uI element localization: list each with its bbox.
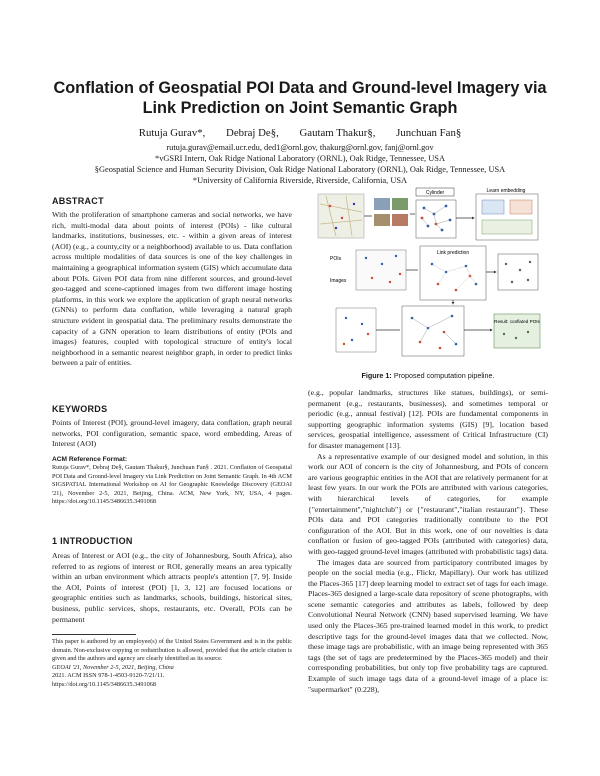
introduction-section (52, 536, 292, 625)
abstract-section (52, 196, 292, 369)
reference-format-heading: ACM Reference Format: (52, 456, 128, 463)
author-3: Gautam Thakur§, (299, 127, 376, 139)
map-thumbnail-1 (318, 194, 364, 238)
author-emails: rutuja.gurav@email.ucr.edu, ded1@ornl.gov, thakurg@ornl.gov, fanj@ornl.gov (166, 143, 434, 152)
image-tile (374, 214, 390, 226)
figure-label-5: Link prediction (436, 250, 470, 256)
introduction-heading: 1 INTRODUCTION (52, 536, 133, 546)
affiliation-1: *vGSRI Intern, Oak Ridge National Laboratory (ORNL), Oak Ridge, Tennessee, USA (155, 154, 445, 163)
figure-label-4: Images (330, 278, 347, 284)
author-list (0, 127, 600, 139)
footnote (52, 638, 292, 690)
reference-format-text: Rutuja Gurav*, Debraj De§, Gautam Thakur§, Junchuan Fan§ . 2021. Conflation of Geospatial POI Data and Ground-level Imagery via Link Prediction on Joint Semantic Graph. In 4th ACM SIGSPATIAL International Workshop on AI for Geographic Knowledge Discovery (GEOAI '21), November 2-5, 2021, Beijing, China. ACM, New York, NY, USA, 4 pages. https://doi.org/10.1145/3486635.3491068 (52, 464, 292, 506)
author-1: Rutuja Gurav*, (138, 127, 206, 139)
footnote-venue: GEOAI '21, November 2-5, 2021, Beijing, China (52, 663, 174, 671)
abstract-heading: ABSTRACT (52, 196, 104, 206)
footnote-copyright: 2021. ACM ISSN 978-1-4503-9120-7/21/11. (52, 672, 165, 680)
affiliation-2: §Geospatial Science and Human Security Division, Oak Ridge National Laboratory (ORNL), Oak Ridge, Tennessee, USA (94, 165, 506, 174)
figure-label-2: Learn embedding (486, 188, 526, 194)
paragraph-aoi-example: As a representative example of our designed model and solution, in this work our AOI of concern is the city of Johannesburg, and POIs of concern are various geographic entities in the AOI that are relatively permanent for at least few years. In our work the POIs are attributed with various categories, with hierarchical levels of categories, for example {"entertainment","nightclub"} or {"restaurant","italian restaurant"}. These POIs data and POI categories traditionally contribute to the POI configuration of the AOI. But in this work, one of our novelties is data conflation or fusion of geo-tagged POIs (attributed with categories) data, with geo-tagged ground-level images (attributed with probabilistic tags) data. (308, 451, 548, 556)
paper-title: Conflation of Geospatial POI Data and Ground-level Imagery via Link Prediction on Joint Semantic Graph (53, 79, 547, 117)
author-4: Junchuan Fan§ (396, 127, 462, 139)
keywords-section (52, 404, 292, 450)
figure-caption (308, 371, 548, 380)
figure-caption-text: Proposed computation pipeline. (393, 371, 495, 380)
footnote-doi: https://doi.org/10.1145/3486635.3491068 (52, 680, 156, 688)
figure-caption-label: Figure 1: (361, 371, 392, 380)
image-tile (374, 198, 390, 210)
keywords-text: Points of Interest (POI), ground-level imagery, data conflation, graph neural networks, POI configuration, semantic space, word embedding, Areas of Interest (AOI) (52, 418, 292, 449)
image-tile (392, 214, 408, 226)
author-2: Debraj De§, (226, 127, 279, 139)
image-tile (392, 198, 408, 210)
footnote-rule (52, 634, 136, 635)
footnote-text: This paper is authored by an employee(s) of the United States Government and is in the public domain. Non-exclusive copying or redistribution is allowed, provided that the article citation is given and the authors and agency are clearly identified as its source. (52, 638, 292, 663)
figure-label-1: Cylinder (425, 190, 445, 196)
paragraph-images-data: The images data are sourced from participatory contributed images by people on the social media (e.g., Flickr, Mapillary). Our work has utilized the Places-365 [17] deep learning model to extract set of tags for each image. Places-365 designed a large-scale data repository of scene photographs, with scene semantic categories and attributes as labels, followed by deep Convolutional Neural Network (CNN) based supervised learning. We have used only the Places-365 pre-trained learned model in this work, to predict descriptive tags for the ground-level images data that we collected. Now, these image tags are probabilistic, with an image being represented with 365 tags (the set of tags are predetermined by the Places-365 model) and their corresponding probabilities, but only top five probability tags are captured. Example of such image tags data of a ground-level image of a place is: "supermarket" (0.228), (308, 557, 548, 694)
introduction-text: Areas of Interest or AOI (e.g., the city of Johannesburg, South Africa), also referred to as regions of interest or ROI, generally means an area typically within an urban environment which attracts people's attention [7, 9]. Inside the AOI, Points of interest (POI) [1, 3, 12] are focused locations or geographic entities such as landmarks, schools, buildings, historical sites, business, public services, shops, restaurants, etc. Overall, POIs can be permanent (52, 551, 292, 624)
figure-label-3: POIs (330, 256, 342, 262)
reference-format-section (52, 456, 292, 507)
pipeline-figure (316, 184, 542, 364)
abstract-text: With the proliferation of smartphone cameras and social networks, we have rich, multi-modal data about points of interest (POIs) - like cultural landmarks, institutions, businesses, etc. - within a given areas of interest (AOI) (e.g., a county,city or a neighborhood) available to us. Data conflation across multiple modalities of data sources is one of the key challenges in maintaining a geographical information system (GIS) which accumulate data about POIs. Given POI data from nine different sources, and ground-level geo-tagged and scene-captioned images from two different image hosting platforms, in this work we explore the application of graph neural networks (GNNs) to perform data conflation, while leveraging a natural graph structure evident in geospatial data. The preliminary results demonstrate the capacity of a GNN operation to learn distributions of entity (POIs and images) features, coupled with topological structure of entity's local neighborhood in a semantic nearest neighbor graph, in order to predict links between a pair of entities. (52, 210, 292, 368)
affiliation-3: *University of California Riverside, Riverside, California, USA (192, 176, 408, 185)
right-column-text (308, 388, 548, 695)
figure-label-6: Result: conflated POIs (494, 319, 540, 324)
paragraph-poi-types: (e.g., popular landmarks, structures like statues, buildings), or semi-permanent (e.g., restaurants, businesses), and sometimes temporal or periodic (e.g., annual festival) [12]. POIs are fundamental components in supporting geographic information systems (GIS) [9], location based services, geospatial intelligence, assessment of Critical Infrastructure (CI) for disaster management [13]. (308, 388, 548, 450)
keywords-heading: KEYWORDS (52, 404, 108, 414)
